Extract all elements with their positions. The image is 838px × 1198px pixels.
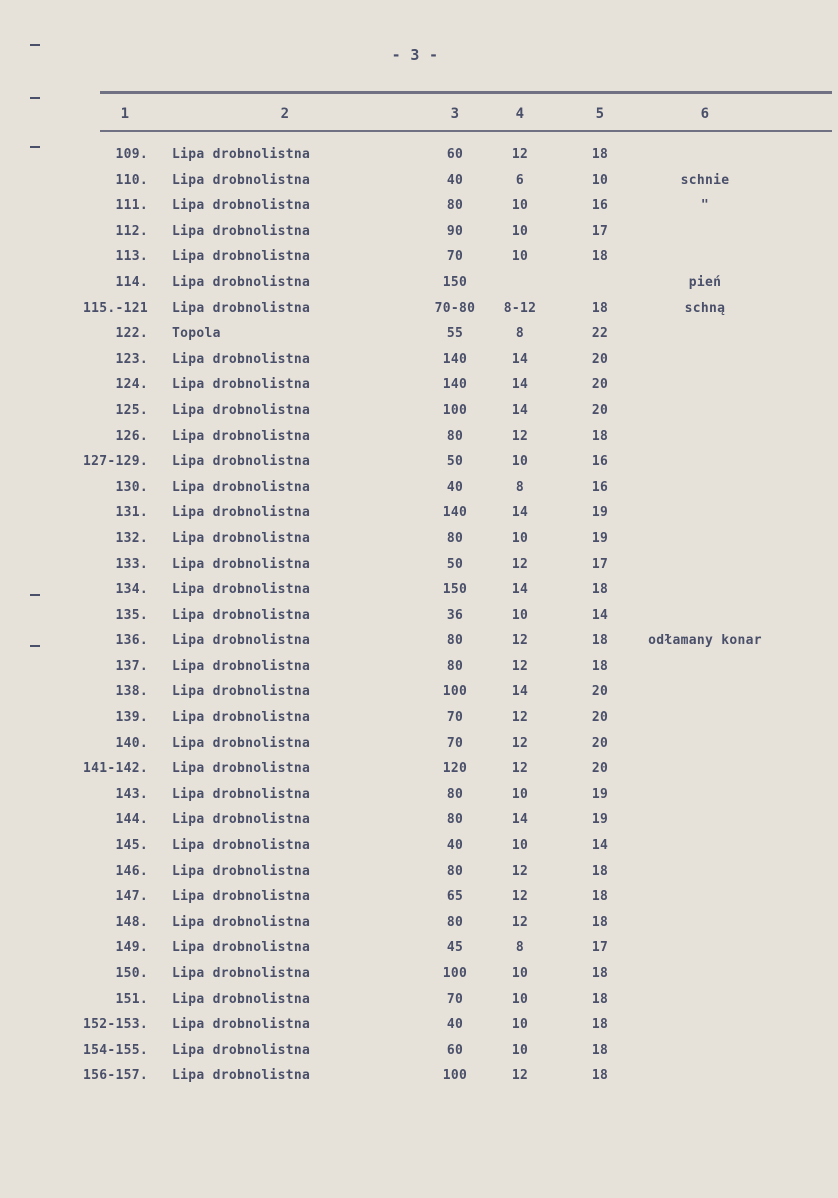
table-row <box>0 424 838 450</box>
cell-col-4: 8 <box>515 940 525 956</box>
cell-col-5: 18 <box>591 147 609 162</box>
cell-col-3: 70 <box>446 710 464 726</box>
tree-species: Lipa drobnolistna <box>172 889 311 905</box>
cell-col-4: 10 <box>511 786 529 802</box>
cell-col-5: 18 <box>591 658 609 674</box>
column-header-5: 5 <box>595 106 605 122</box>
cell-col-5: 18 <box>591 1068 609 1084</box>
cell-col-3: 65 <box>446 889 464 905</box>
cell-col-5: 20 <box>591 684 609 700</box>
tree-species: Lipa drobnolistna <box>172 198 311 214</box>
tree-number: 147. <box>115 889 148 905</box>
cell-col-5: 18 <box>591 991 609 1007</box>
tree-number: 140. <box>115 735 148 751</box>
table-row <box>0 603 838 629</box>
cell-col-4: 12 <box>511 1068 529 1084</box>
cell-col-4: 14 <box>511 684 529 700</box>
table-row <box>0 705 838 731</box>
cell-col-3: 80 <box>446 863 464 879</box>
table-row <box>0 219 838 245</box>
cell-col-5: 14 <box>591 607 609 623</box>
tree-number: 141-142. <box>82 761 148 777</box>
tree-species: Lipa drobnolistna <box>172 863 311 879</box>
table-row <box>0 526 838 552</box>
table-row <box>0 859 838 885</box>
cell-col-5: 20 <box>591 735 609 751</box>
tree-species: Lipa drobnolistna <box>172 377 311 393</box>
table-row <box>0 347 838 373</box>
cell-col-4: 10 <box>511 838 529 854</box>
tree-species: Lipa drobnolistna <box>172 300 311 316</box>
table-row <box>0 449 838 475</box>
tree-number: 110. <box>115 172 148 188</box>
cell-col-4: 10 <box>511 530 529 546</box>
remark: " <box>700 198 710 214</box>
table-row <box>0 577 838 603</box>
tree-number: 134. <box>115 582 148 598</box>
cell-col-3: 70-80 <box>434 300 476 316</box>
tree-number: 148. <box>115 914 148 930</box>
cell-col-5: 18 <box>591 863 609 879</box>
tree-species: Lipa drobnolistna <box>172 454 311 470</box>
cell-col-4: 12 <box>511 556 529 572</box>
table-row <box>0 244 838 270</box>
table-row <box>0 475 838 501</box>
cell-col-4: 14 <box>511 377 529 393</box>
cell-col-5: 18 <box>591 1042 609 1058</box>
cell-col-3: 45 <box>446 940 464 956</box>
cell-col-5: 18 <box>591 1017 609 1033</box>
tree-number: 109. <box>115 147 148 162</box>
table-row <box>0 1038 838 1064</box>
cell-col-4: 10 <box>511 991 529 1007</box>
cell-col-4: 8 <box>515 326 525 342</box>
cell-col-3: 60 <box>446 1042 464 1058</box>
tree-number: 126. <box>115 428 148 444</box>
cell-col-4: 12 <box>511 889 529 905</box>
tree-number: 125. <box>115 402 148 418</box>
table-row <box>0 500 838 526</box>
cell-col-4: 14 <box>511 812 529 828</box>
cell-col-5: 17 <box>591 223 609 239</box>
cell-col-3: 50 <box>446 556 464 572</box>
table-row <box>0 756 838 782</box>
tree-number: 114. <box>115 274 148 290</box>
tree-number: 115.-121 <box>82 300 148 316</box>
remark: pień <box>688 274 722 290</box>
cell-col-4: 10 <box>511 607 529 623</box>
tree-species: Lipa drobnolistna <box>172 582 311 598</box>
table-row <box>0 782 838 808</box>
cell-col-4: 12 <box>511 761 529 777</box>
tree-number: 144. <box>115 812 148 828</box>
cell-col-3: 70 <box>446 735 464 751</box>
cell-col-5: 16 <box>591 454 609 470</box>
cell-col-5: 19 <box>591 530 609 546</box>
tree-species: Lipa drobnolistna <box>172 735 311 751</box>
table-row <box>0 321 838 347</box>
column-header-2: 2 <box>280 106 290 122</box>
cell-col-3: 90 <box>446 223 464 239</box>
table-row <box>0 372 838 398</box>
cell-col-3: 55 <box>446 326 464 342</box>
cell-col-3: 100 <box>442 684 468 700</box>
cell-col-4: 10 <box>511 1042 529 1058</box>
cell-col-4: 8 <box>515 479 525 495</box>
tree-species: Lipa drobnolistna <box>172 761 311 777</box>
tree-species: Lipa drobnolistna <box>172 940 311 956</box>
tree-inventory-table <box>0 142 838 1089</box>
cell-col-3: 140 <box>442 351 468 367</box>
cell-col-5: 16 <box>591 198 609 214</box>
cell-col-3: 80 <box>446 914 464 930</box>
margin-mark <box>30 97 40 99</box>
tree-number: 130. <box>115 479 148 495</box>
tree-number: 113. <box>115 249 148 265</box>
cell-col-3: 40 <box>446 172 464 188</box>
table-row <box>0 654 838 680</box>
tree-species: Lipa drobnolistna <box>172 658 311 674</box>
cell-col-4: 14 <box>511 402 529 418</box>
tree-species: Lipa drobnolistna <box>172 1068 311 1084</box>
column-header-3: 3 <box>450 106 460 122</box>
cell-col-3: 80 <box>446 658 464 674</box>
cell-col-4: 10 <box>511 223 529 239</box>
table-row <box>0 833 838 859</box>
tree-number: 156-157. <box>82 1068 148 1084</box>
cell-col-3: 140 <box>442 377 468 393</box>
cell-col-4: 12 <box>511 710 529 726</box>
tree-number: 137. <box>115 658 148 674</box>
cell-col-3: 70 <box>446 991 464 1007</box>
table-row <box>0 270 838 296</box>
tree-number: 123. <box>115 351 148 367</box>
tree-species: Lipa drobnolistna <box>172 710 311 726</box>
tree-species: Lipa drobnolistna <box>172 530 311 546</box>
cell-col-5: 18 <box>591 889 609 905</box>
tree-species: Lipa drobnolistna <box>172 914 311 930</box>
cell-col-3: 80 <box>446 812 464 828</box>
cell-col-4: 10 <box>511 249 529 265</box>
cell-col-5: 18 <box>591 249 609 265</box>
cell-col-5: 17 <box>591 556 609 572</box>
tree-species: Lipa drobnolistna <box>172 1017 311 1033</box>
cell-col-3: 40 <box>446 1017 464 1033</box>
tree-number: 111. <box>115 198 148 214</box>
cell-col-5: 20 <box>591 377 609 393</box>
cell-col-3: 80 <box>446 786 464 802</box>
column-header-4: 4 <box>515 106 525 122</box>
tree-species: Lipa drobnolistna <box>172 505 311 521</box>
cell-col-4: 12 <box>511 633 529 649</box>
cell-col-5: 14 <box>591 838 609 854</box>
cell-col-4: 14 <box>511 351 529 367</box>
tree-number: 135. <box>115 607 148 623</box>
column-header-1: 1 <box>120 106 130 122</box>
cell-col-3: 40 <box>446 838 464 854</box>
table-top-rule <box>100 91 832 94</box>
table-row <box>0 398 838 424</box>
cell-col-5: 17 <box>591 940 609 956</box>
table-row <box>0 1012 838 1038</box>
table-row <box>0 961 838 987</box>
cell-col-5: 18 <box>591 633 609 649</box>
cell-col-4: 8-12 <box>503 300 537 316</box>
cell-col-3: 140 <box>442 505 468 521</box>
cell-col-5: 20 <box>591 351 609 367</box>
cell-col-4: 10 <box>511 966 529 981</box>
cell-col-3: 80 <box>446 428 464 444</box>
cell-col-4: 10 <box>511 198 529 214</box>
cell-col-4: 10 <box>511 1017 529 1033</box>
cell-col-5: 18 <box>591 582 609 598</box>
table-header-rule <box>100 130 832 132</box>
tree-number: 122. <box>115 326 148 342</box>
table-row <box>0 296 838 322</box>
cell-col-3: 120 <box>442 761 468 777</box>
tree-species: Lipa drobnolistna <box>172 274 311 290</box>
table-row <box>0 987 838 1013</box>
cell-col-5: 18 <box>591 300 609 316</box>
tree-species: Lipa drobnolistna <box>172 1042 311 1058</box>
column-header-6: 6 <box>700 106 710 122</box>
cell-col-3: 60 <box>446 147 464 162</box>
tree-number: 112. <box>115 223 148 239</box>
cell-col-5: 18 <box>591 428 609 444</box>
cell-col-3: 100 <box>442 402 468 418</box>
page-number: - 3 - <box>391 46 439 64</box>
tree-number: 151. <box>115 991 148 1007</box>
table-row <box>0 168 838 194</box>
tree-species: Lipa drobnolistna <box>172 684 311 700</box>
tree-species: Lipa drobnolistna <box>172 607 311 623</box>
tree-number: 131. <box>115 505 148 521</box>
cell-col-4: 14 <box>511 582 529 598</box>
tree-species: Lipa drobnolistna <box>172 402 311 418</box>
cell-col-5: 10 <box>591 172 609 188</box>
tree-species: Lipa drobnolistna <box>172 966 311 981</box>
cell-col-4: 12 <box>511 147 529 162</box>
cell-col-5: 19 <box>591 786 609 802</box>
table-row <box>0 1063 838 1089</box>
tree-species: Lipa drobnolistna <box>172 249 311 265</box>
cell-col-5: 16 <box>591 479 609 495</box>
tree-species: Lipa drobnolistna <box>172 147 311 162</box>
tree-species: Lipa drobnolistna <box>172 812 311 828</box>
tree-number: 143. <box>115 786 148 802</box>
cell-col-4: 12 <box>511 658 529 674</box>
remark: schnie <box>680 172 730 188</box>
cell-col-3: 150 <box>442 582 468 598</box>
cell-col-3: 150 <box>442 274 468 290</box>
cell-col-5: 20 <box>591 402 609 418</box>
cell-col-5: 22 <box>591 326 609 342</box>
cell-col-4: 12 <box>511 428 529 444</box>
tree-number: 150. <box>115 966 148 981</box>
cell-col-3: 80 <box>446 530 464 546</box>
table-row <box>0 628 838 654</box>
tree-species: Lipa drobnolistna <box>172 223 311 239</box>
tree-species: Lipa drobnolistna <box>172 556 311 572</box>
table-row <box>0 935 838 961</box>
tree-species: Lipa drobnolistna <box>172 428 311 444</box>
cell-col-3: 80 <box>446 633 464 649</box>
cell-col-4: 12 <box>511 735 529 751</box>
remark: odłamany konar <box>648 633 762 649</box>
tree-number: 149. <box>115 940 148 956</box>
cell-col-4: 10 <box>511 454 529 470</box>
tree-number: 136. <box>115 633 148 649</box>
table-row <box>0 552 838 578</box>
table-row <box>0 731 838 757</box>
cell-col-3: 36 <box>446 607 464 623</box>
tree-species: Lipa drobnolistna <box>172 351 311 367</box>
table-row <box>0 807 838 833</box>
cell-col-5: 19 <box>591 505 609 521</box>
cell-col-5: 20 <box>591 710 609 726</box>
cell-col-5: 20 <box>591 761 609 777</box>
tree-number: 146. <box>115 863 148 879</box>
tree-number: 138. <box>115 684 148 700</box>
cell-col-3: 50 <box>446 454 464 470</box>
cell-col-4: 12 <box>511 914 529 930</box>
cell-col-4: 12 <box>511 863 529 879</box>
tree-number: 139. <box>115 710 148 726</box>
cell-col-3: 70 <box>446 249 464 265</box>
tree-number: 145. <box>115 838 148 854</box>
tree-species: Lipa drobnolistna <box>172 786 311 802</box>
table-row <box>0 193 838 219</box>
tree-number: 133. <box>115 556 148 572</box>
margin-mark <box>30 44 40 46</box>
tree-number: 154-155. <box>82 1042 148 1058</box>
table-row <box>0 679 838 705</box>
table-row <box>0 142 838 168</box>
cell-col-3: 80 <box>446 198 464 214</box>
tree-species: Lipa drobnolistna <box>172 991 311 1007</box>
cell-col-5: 18 <box>591 966 609 981</box>
cell-col-5: 19 <box>591 812 609 828</box>
cell-col-4: 6 <box>515 172 525 188</box>
table-row <box>0 884 838 910</box>
tree-species: Lipa drobnolistna <box>172 633 311 649</box>
tree-species: Topola <box>172 326 221 342</box>
tree-species: Lipa drobnolistna <box>172 479 311 495</box>
cell-col-3: 40 <box>446 479 464 495</box>
cell-col-5: 18 <box>591 914 609 930</box>
remark: schną <box>684 300 726 316</box>
tree-number: 132. <box>115 530 148 546</box>
cell-col-3: 100 <box>442 966 468 981</box>
tree-number: 124. <box>115 377 148 393</box>
cell-col-3: 100 <box>442 1068 468 1084</box>
cell-col-4: 14 <box>511 505 529 521</box>
tree-species: Lipa drobnolistna <box>172 172 311 188</box>
tree-number: 152-153. <box>82 1017 148 1033</box>
tree-species: Lipa drobnolistna <box>172 838 311 854</box>
tree-number: 127-129. <box>82 454 148 470</box>
table-row <box>0 910 838 936</box>
